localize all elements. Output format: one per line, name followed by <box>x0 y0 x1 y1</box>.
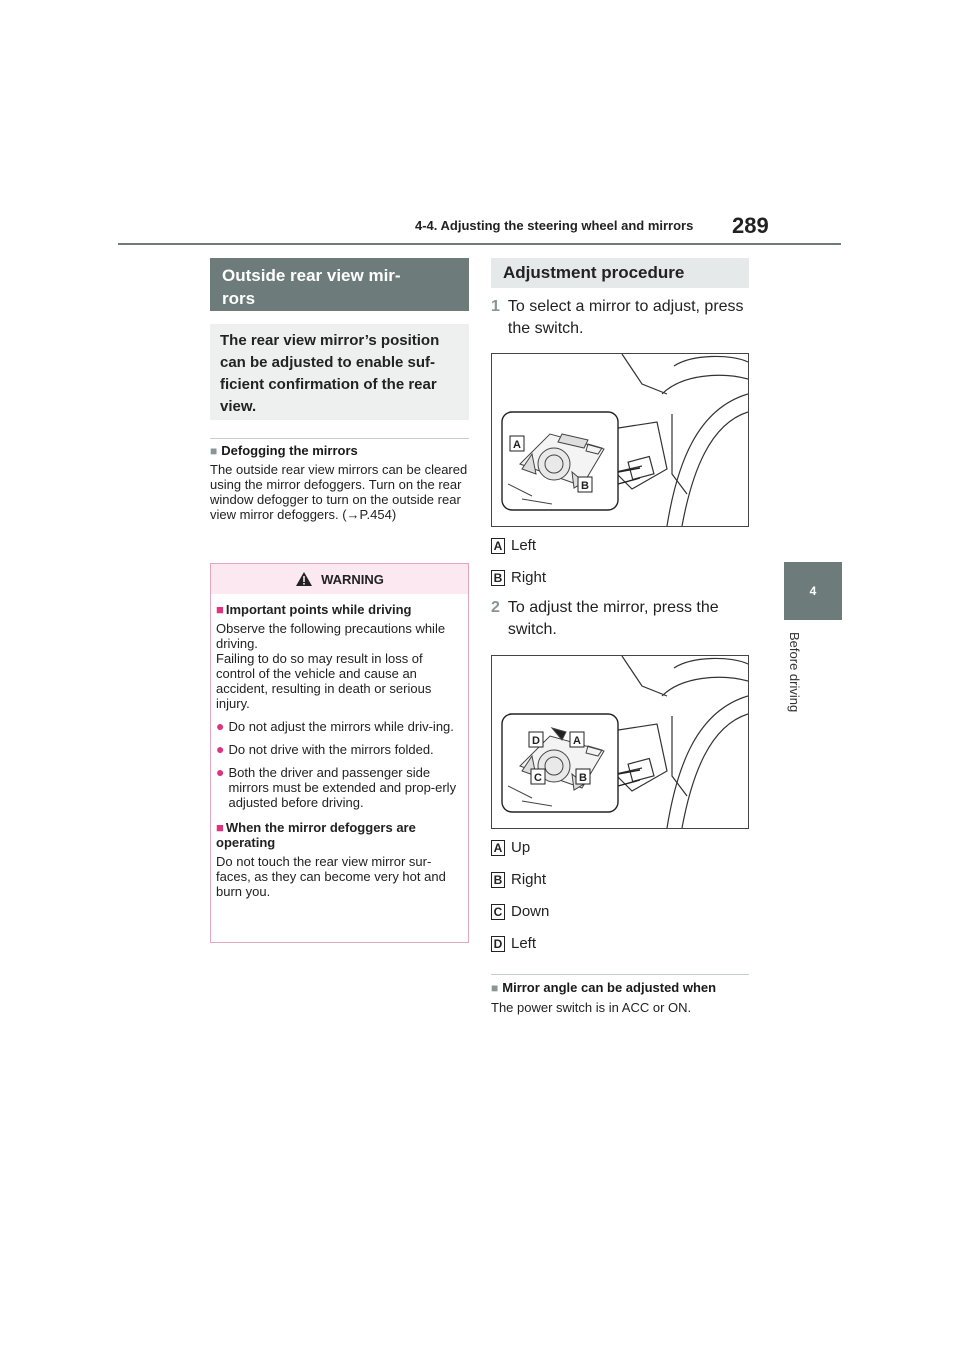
callout-b: B <box>581 480 589 492</box>
section-heading-outside-mirrors: Outside rear view mir- rors <box>210 258 469 311</box>
warning-bullet <box>216 719 463 734</box>
circle-bullet-icon: ● <box>216 741 225 757</box>
warning-subheading-driving <box>216 602 463 617</box>
callout-key: A <box>491 840 505 856</box>
step-1 <box>491 296 749 340</box>
mirror-switch-illustration-2 <box>492 656 748 828</box>
square-bullet-icon: ■ <box>216 602 224 617</box>
fig2-label-text: Up <box>511 839 531 856</box>
fig2-label-down <box>491 903 549 920</box>
circle-bullet-icon: ● <box>216 718 225 734</box>
step-number: 1 <box>491 298 500 315</box>
square-bullet-icon: ■ <box>491 981 499 995</box>
warning-sub2-text: When the mirror defoggers are operating <box>216 820 416 850</box>
warning-para-3: Do not touch the rear view mirror sur-faces, as they can become very hot and burn you. <box>216 854 446 899</box>
fig1-label-right <box>491 569 546 586</box>
fig2-label-text: Down <box>511 903 550 920</box>
square-bullet-icon: ■ <box>210 444 218 458</box>
step-number: 2 <box>491 599 500 616</box>
callout-key: B <box>491 872 505 888</box>
subsection-rule <box>491 974 749 975</box>
warning-title: WARNING <box>321 571 384 587</box>
callout-key: C <box>491 904 505 920</box>
warning-bullet-text: Do not drive with the mirrors folded. <box>228 742 434 757</box>
warning-triangle-icon <box>295 571 313 587</box>
fig2-label-text: Right <box>511 871 547 888</box>
warning-para-2: Failing to do so may result in loss of control of the vehicle and cause an accident, resulting in death or serious injury. <box>216 651 432 711</box>
callout-a: A <box>573 735 581 747</box>
callout-d: D <box>532 735 540 747</box>
angle-heading-text: Mirror angle can be adjusted when <box>502 980 717 995</box>
fig1-label-text: Right <box>511 569 547 586</box>
page-number: 289 <box>732 213 769 238</box>
chapter-label <box>786 632 806 752</box>
section-intro: The rear view mirror’s position can be adjusted to enable suf-ficient confirmation of the rear view. <box>210 324 469 420</box>
step-2 <box>491 597 749 641</box>
warning-bullet <box>216 765 463 810</box>
fig1-label-left <box>491 537 536 554</box>
warning-para-1: Observe the following precautions while driving. <box>216 621 446 651</box>
callout-key: B <box>491 570 505 586</box>
defog-heading-text: Defogging the mirrors <box>221 443 358 458</box>
section-heading-adjustment: Adjustment procedure <box>491 258 749 288</box>
step-1-text: To select a mirror to adjust, press the switch. <box>507 298 744 337</box>
step-2-text: To adjust the mirror, press the switch. <box>507 599 719 638</box>
warning-body <box>211 594 468 903</box>
header-rule <box>118 243 841 245</box>
square-bullet-icon: ■ <box>216 820 224 835</box>
callout-a: A <box>513 439 521 451</box>
angle-heading <box>491 980 749 995</box>
defog-text: The outside rear view mirrors can be cleared using the mirror defoggers. Turn on the rear window defogger to turn on the outside rear view mirror defoggers. (→P.454) <box>210 462 468 522</box>
warning-bullet <box>216 742 463 757</box>
chapter-label-text: Before driving <box>787 632 802 713</box>
callout-b: B <box>579 772 587 784</box>
fig2-label-text: Left <box>511 935 537 952</box>
warning-subheading-defoggers <box>216 820 463 850</box>
warning-bullet-text: Both the driver and passenger side mirrors must be extended and prop-erly adjusted before driving. <box>228 765 457 810</box>
illustration-mirror-adjust-switch <box>491 655 749 829</box>
illustration-mirror-select-switch <box>491 353 749 527</box>
warning-sub1-text: Important points while driving <box>225 602 412 617</box>
fig2-label-up <box>491 839 530 856</box>
circle-bullet-icon: ● <box>216 764 225 780</box>
angle-text: The power switch is in ACC or ON. <box>491 1000 692 1015</box>
warning-box <box>210 563 469 943</box>
callout-c: C <box>534 772 542 784</box>
defog-heading <box>210 443 469 458</box>
header-section-title: 4-4. Adjusting the steering wheel and mirrors <box>415 218 694 233</box>
fig2-label-left <box>491 935 536 952</box>
warning-bullet-text: Do not adjust the mirrors while driv-ing. <box>228 719 454 734</box>
fig1-label-text: Left <box>511 537 537 554</box>
callout-key: A <box>491 538 505 554</box>
subsection-rule <box>210 438 469 439</box>
fig2-label-right <box>491 871 546 888</box>
warning-header <box>211 564 468 594</box>
callout-key: D <box>491 936 505 952</box>
chapter-tab: 4 <box>784 562 842 620</box>
mirror-switch-illustration-1 <box>492 354 748 526</box>
